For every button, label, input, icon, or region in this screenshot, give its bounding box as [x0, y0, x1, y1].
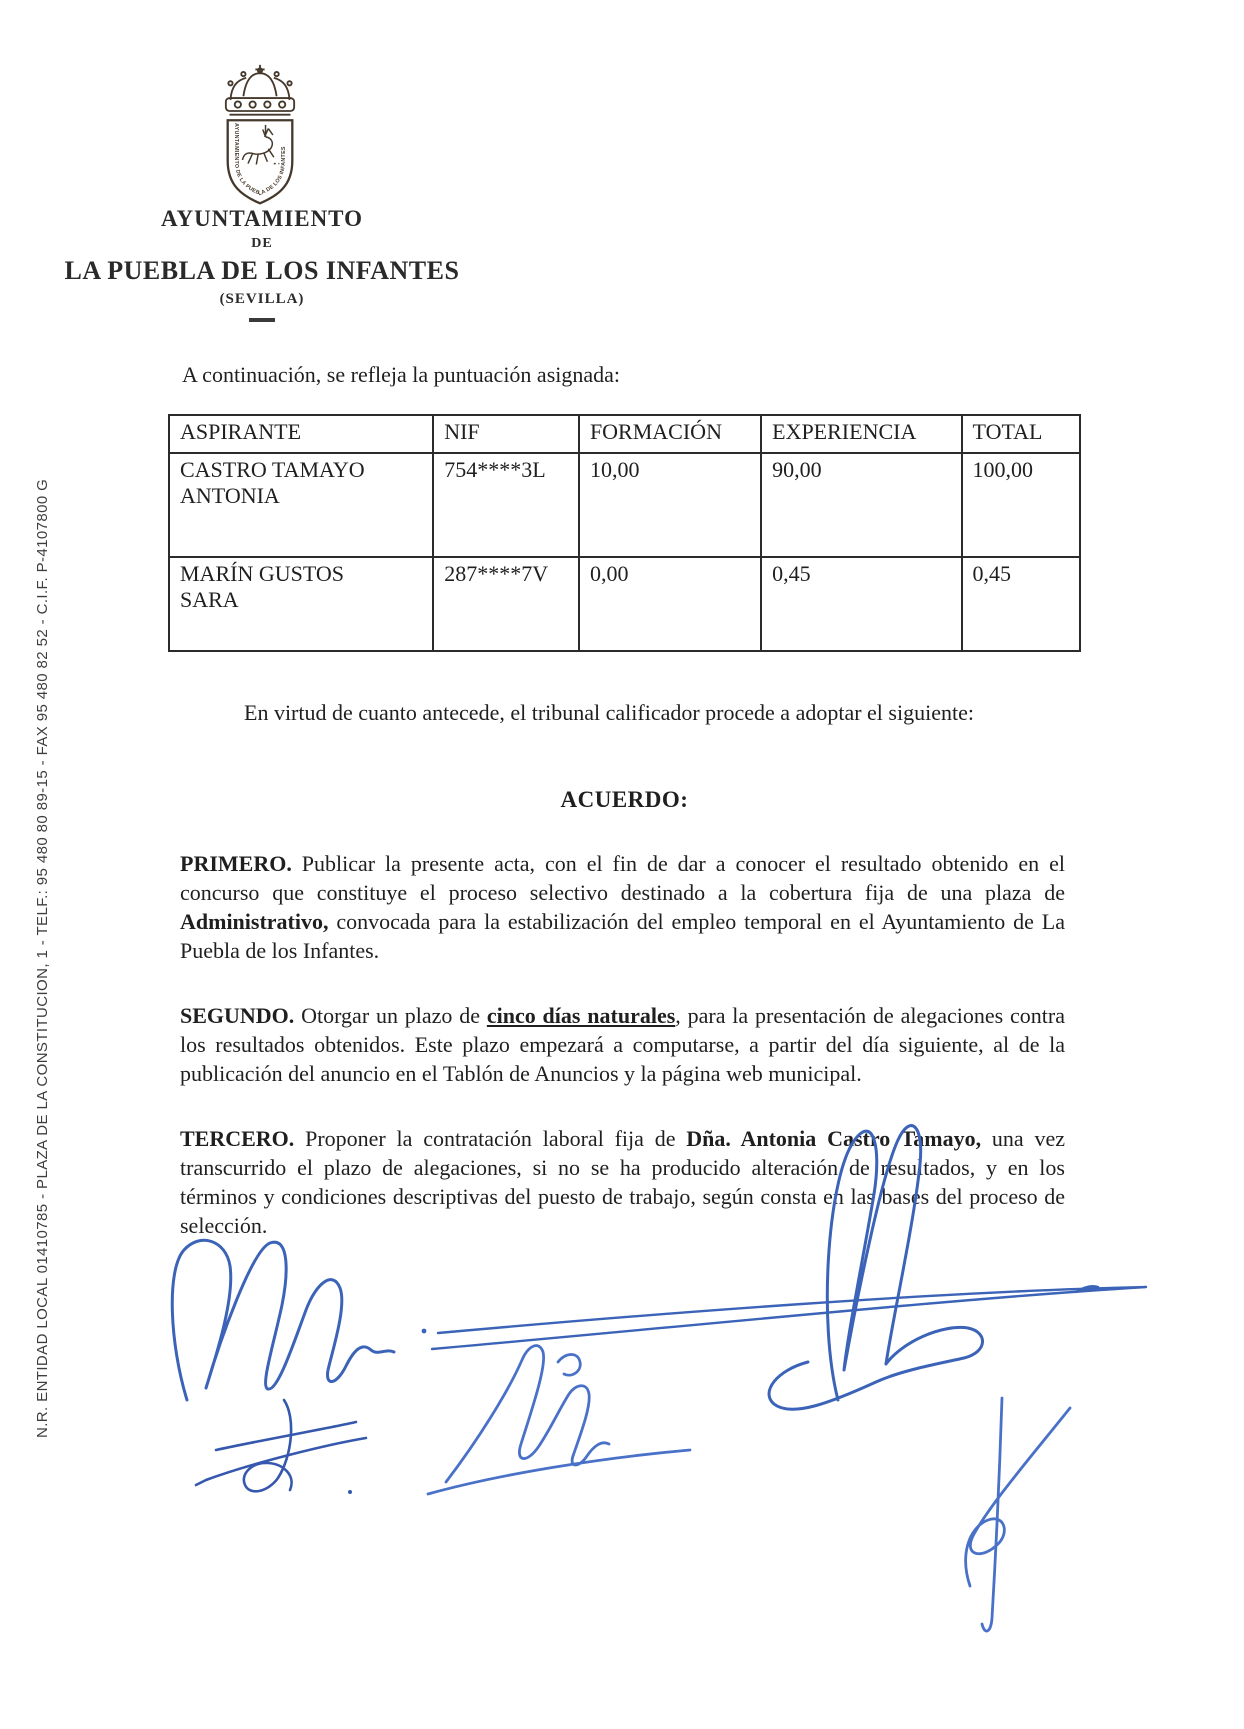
- aspirante-name-line2: SARA: [180, 587, 239, 612]
- aspirante-cell: [169, 557, 433, 651]
- col-header-nif: NIF: [433, 415, 579, 453]
- crown-band-icon: [226, 98, 294, 111]
- signature-ink-dot: [422, 1329, 427, 1334]
- signature-center: [428, 1346, 690, 1494]
- stag-icon: [242, 125, 279, 165]
- resolution-text: Proponer la contratación laboral fija de: [294, 1126, 687, 1151]
- preamble-paragraph: En virtud de cuanto antecede, el tribunal calificador procede a adoptar el siguiente:: [244, 700, 974, 725]
- experiencia-cell: 0,45: [761, 557, 961, 651]
- signature-left-top: [172, 1240, 394, 1400]
- nif-cell: 754****3L: [433, 453, 579, 557]
- signature-right-bottom: [966, 1398, 1070, 1631]
- signature-right: [769, 1126, 982, 1410]
- table-row: [169, 453, 1080, 557]
- intro-line: A continuación, se refleja la puntuación asignada:: [182, 362, 621, 387]
- score-table: [168, 414, 1081, 652]
- resolution-lead: SEGUNDO.: [180, 1003, 295, 1028]
- aspirante-name-line1: MARÍN GUSTOS: [180, 561, 345, 586]
- resolution-text: Publicar la presente acta, con el fin de dar a conocer el resultado obtenido en el concurso que constituye el proceso selectivo destinado a la cobertura fija de una plaza de: [180, 851, 1065, 905]
- org-name-line1: AYUNTAMIENTO: [161, 206, 363, 231]
- crest-ring-text: AYUNTAMIENTO DE LA PUEBLA DE LOS INFANTES: [233, 123, 287, 198]
- signature-flourish: [432, 1287, 1146, 1349]
- org-name-line2: DE: [251, 236, 273, 251]
- formacion-cell: 10,00: [579, 453, 761, 557]
- col-header-aspirante: ASPIRANTE: [169, 415, 433, 453]
- resolution-bold-term: Administrativo,: [180, 909, 329, 934]
- total-cell: 100,00: [962, 453, 1080, 557]
- resolution-primero: [180, 849, 1065, 965]
- signature-ink-dot: [348, 1490, 352, 1494]
- col-header-total: TOTAL: [962, 415, 1080, 453]
- resolution-text: convocada para la estabilización del empleo temporal en el Ayuntamiento de La Puebla de los Infantes.: [180, 909, 1065, 963]
- col-header-formacion: FORMACIÓN: [579, 415, 761, 453]
- table-row: [169, 557, 1080, 651]
- resolution-segundo: [180, 1001, 1065, 1088]
- resolution-underlined-term: cinco días naturales: [486, 1003, 676, 1028]
- acuerdo-heading: ACUERDO:: [560, 787, 689, 812]
- total-cell: 0,45: [962, 557, 1080, 651]
- resolution-text: , para la presentación de alegaciones contra los resultados obtenidos. Este plazo empezará a computarse, a partir del día siguiente, al de la publicación del anuncio en el Tablón de Anuncios y la página web municipal.: [180, 1003, 1065, 1086]
- letterhead-divider: [249, 318, 275, 322]
- resolution-lead: PRIMERO.: [180, 851, 292, 876]
- signatures-block: [0, 1100, 1244, 1729]
- resolution-lead: TERCERO.: [180, 1126, 295, 1151]
- aspirante-name-line2: ANTONIA: [180, 483, 280, 508]
- letterhead: [62, 206, 462, 322]
- municipal-crest-icon: [200, 60, 320, 210]
- resolution-text: una vez transcurrido el plazo de alegaciones, si no se ha producido alteración de resultados, y en los términos y condiciones descriptivas del puesto de trabajo, según consta en las bases del proceso de selección.: [180, 1126, 1065, 1238]
- aspirante-cell: [169, 453, 433, 557]
- col-header-experiencia: EXPERIENCIA: [761, 415, 961, 453]
- experiencia-cell: 90,00: [761, 453, 961, 557]
- registry-vertical-text: N.R. ENTIDAD LOCAL 01410785 - PLAZA DE LA CONSTITUCION, 1 - TELF.: 95 480 80 89-15 - FAX 95 480 82 52 - C.I.F. P-4107800 G: [34, 478, 51, 1438]
- formacion-cell: 0,00: [579, 557, 761, 651]
- svg-text:AYUNTAMIENTO DE LA PUEBLA DE L: [233, 123, 287, 197]
- aspirante-name-line1: CASTRO TAMAYO: [180, 457, 365, 482]
- resolution-text: Otorgar un plazo de: [294, 1003, 487, 1028]
- table-header-row: [169, 415, 1080, 453]
- nif-cell: 287****7V: [433, 557, 579, 651]
- crown-arches-icon: [230, 73, 289, 100]
- org-name-line3: LA PUEBLA DE LOS INFANTES: [64, 256, 460, 285]
- resolution-bold-term: Dña. Antonia Castro Tamayo,: [686, 1126, 982, 1151]
- signature-left-bottom: [196, 1400, 366, 1491]
- org-province: (SEVILLA): [219, 291, 305, 307]
